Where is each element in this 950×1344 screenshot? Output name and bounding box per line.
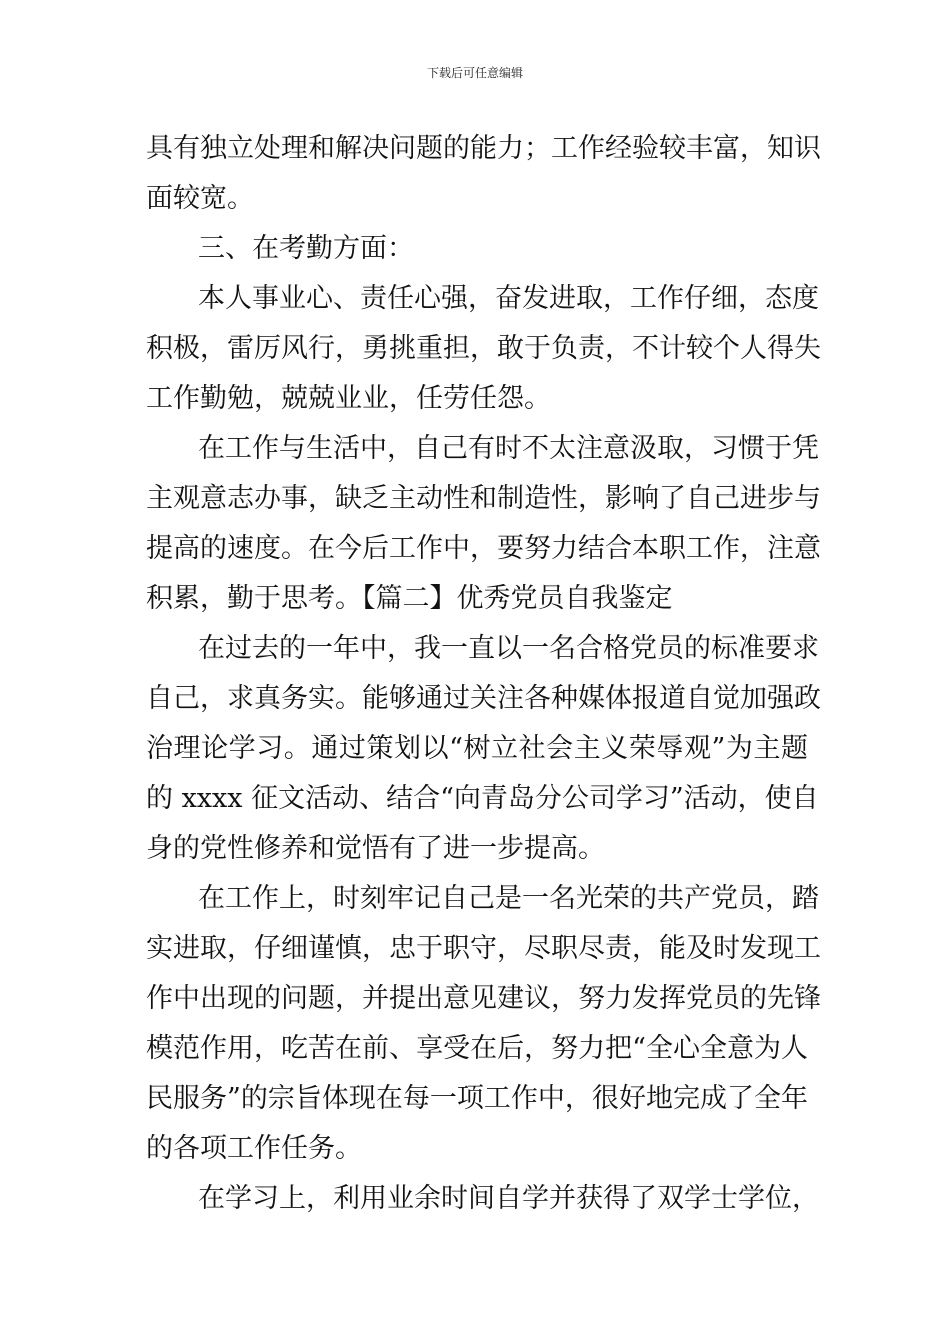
paragraph [146, 274, 821, 424]
text-line: 在过去的一年中，我一直以一名合格党员的标准要求 [198, 633, 819, 664]
text-line: 自己，求真务实。能够通过关注各种媒体报道自觉加强政 [146, 683, 821, 714]
text-line: 在工作上，时刻牢记自己是一名光荣的共产党员，踏 [198, 883, 819, 914]
text-line: 主观意志办事，缺乏主动性和制造性，影响了自己进步与 [146, 483, 821, 514]
paragraph [146, 424, 821, 624]
text-line: 在学习上，利用业余时间自学并获得了双学士学位， [198, 1183, 819, 1214]
text-line: 工作勤勉，兢兢业业，任劳任怨。 [146, 383, 551, 414]
text-line: 的 xxxx 征文活动、结合“向青岛分公司学习”活动，使自 [146, 783, 819, 814]
text-line: 面较宽。 [146, 183, 254, 214]
document-body [146, 124, 821, 1224]
paragraph [146, 624, 821, 874]
paragraph [146, 1174, 819, 1224]
text-line: 积累，勤于思考。【篇二】优秀党员自我鉴定 [146, 583, 673, 614]
page-header: 下载后可任意编辑 [426, 66, 523, 80]
text-line: 模范作用，吃苦在前、享受在后，努力把“全心全意为人 [146, 1033, 808, 1064]
text-line: 具有独立处理和解决问题的能力；工作经验较丰富，知识 [146, 133, 821, 164]
text-line: 本人事业心、责任心强，奋发进取，工作仔细，态度 [198, 283, 819, 314]
text-line: 积极，雷厉风行，勇挑重担，敢于负责，不计较个人得失 [146, 333, 821, 364]
text-line: 作中出现的问题，并提出意见建议，努力发挥党员的先锋 [146, 983, 821, 1014]
text-line: 在工作与生活中，自己有时不太注意汲取，习惯于凭 [198, 433, 819, 464]
text-line: 实进取，仔细谨慎，忠于职守，尽职尽责，能及时发现工 [146, 933, 821, 964]
text-line: 治理论学习。通过策划以“树立社会主义荣辱观”为主题 [146, 733, 808, 764]
text-line: 三、在考勤方面： [198, 233, 414, 264]
text-line: 身的党性修养和觉悟有了进一步提高。 [146, 833, 605, 864]
paragraph [146, 124, 821, 224]
text-line: 民服务”的宗旨体现在每一项工作中，很好地完成了全年 [146, 1083, 808, 1114]
paragraph [146, 874, 821, 1174]
section-heading [146, 224, 808, 274]
text-line: 提高的速度。在今后工作中，要努力结合本职工作，注意 [146, 533, 821, 564]
text-line: 的各项工作任务。 [146, 1133, 362, 1164]
